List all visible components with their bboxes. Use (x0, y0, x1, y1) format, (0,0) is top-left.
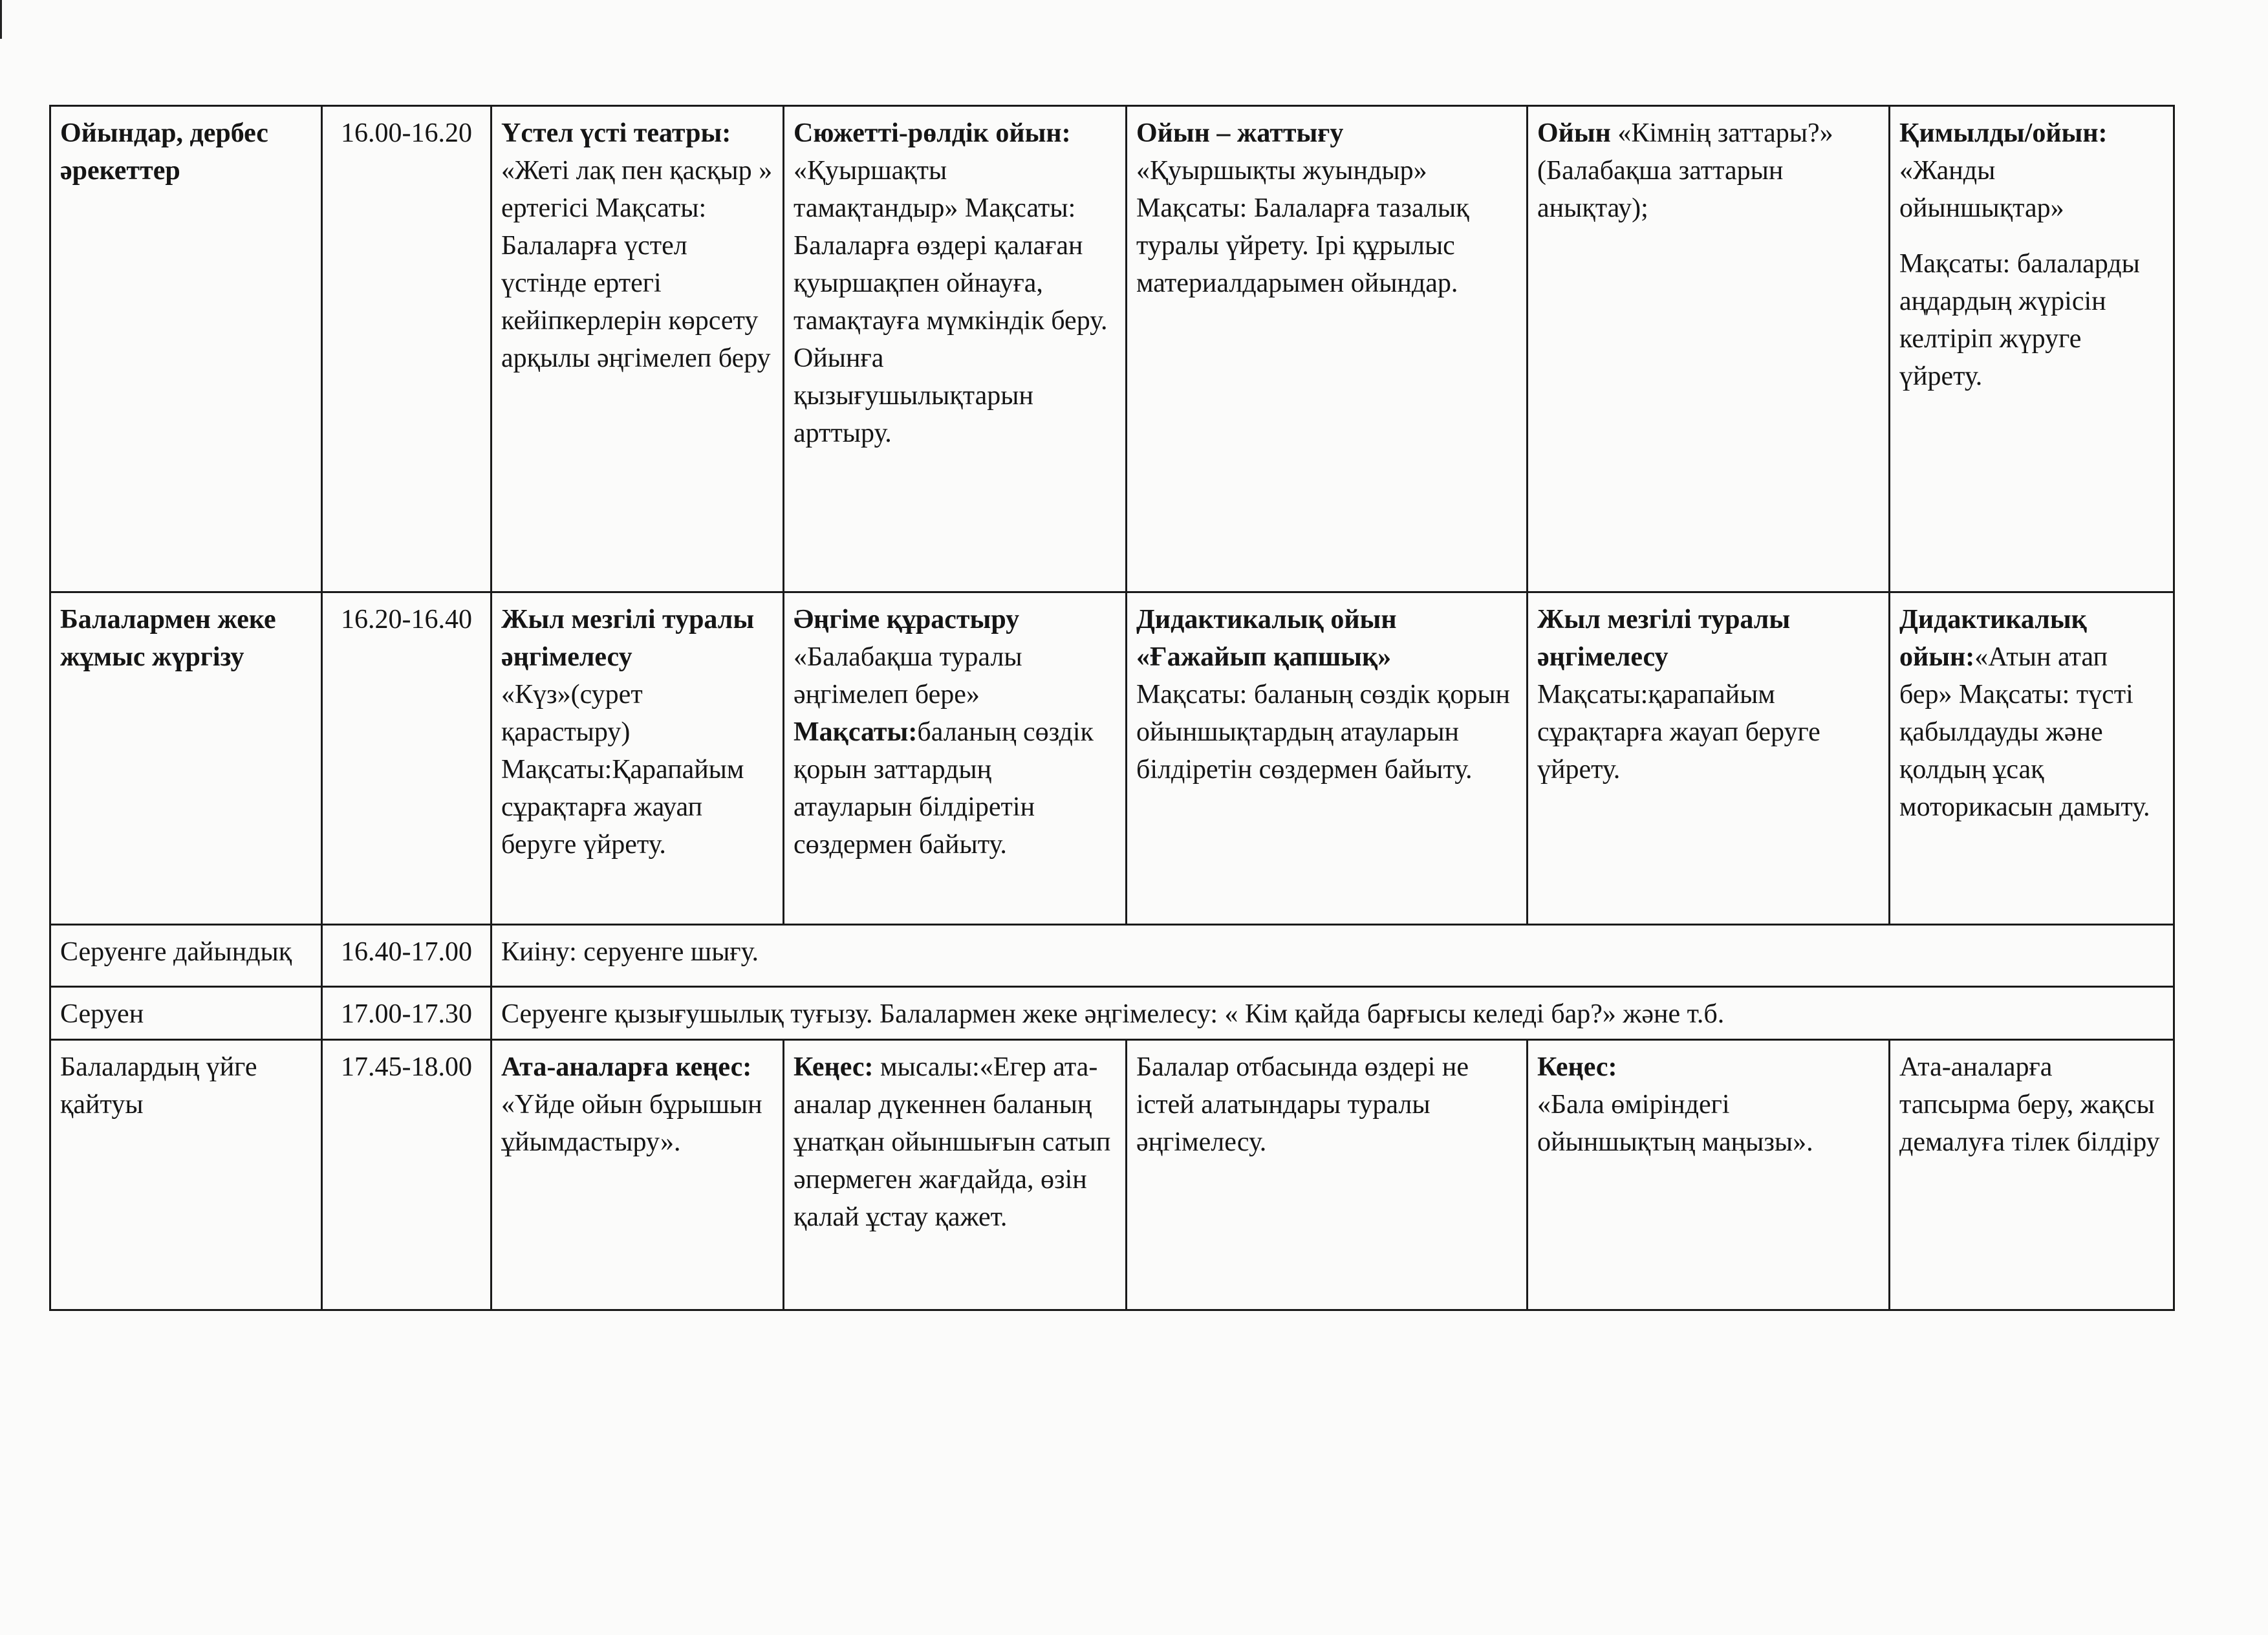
time-cell: 17.00-17.30 (322, 987, 491, 1040)
time-cell: 16.00-16.20 (322, 106, 491, 592)
activity-title: Ойын – жаттығу (1136, 118, 1344, 148)
activity-cell (1890, 106, 2174, 592)
activity-title: Жыл мезгілі туралы әңгімелесу (1537, 605, 1791, 672)
activity-title: Дидактикалық ойын: (1899, 605, 2087, 672)
activity-cell (1528, 592, 1890, 925)
table-row (50, 1040, 2174, 1310)
period-cell: Балалармен жеке жұмыс жүргізу (50, 592, 322, 925)
activity-text: Балалар отбасында өздері не істей алатындары туралы әңгімелесу. (1136, 1052, 1469, 1157)
activity-cell (1127, 1040, 1528, 1310)
activity-cell (1127, 106, 1528, 592)
daily-schedule-table (49, 105, 2175, 1311)
activity-text: Ата-аналарға тапсырма беру, жақсы демалуға тілек білдіру (1899, 1052, 2160, 1157)
merged-activity-cell: Серуенге қызығушылық туғызу. Балалармен жеке әңгімелесу: « Кім қайда барғысы келеді бар?» және т.б. (491, 987, 2174, 1040)
period-cell: Балалардың үйге қайтуы (50, 1040, 322, 1310)
activity-title: Кеңес: (1537, 1052, 1617, 1082)
activity-cell (1528, 1040, 1890, 1310)
table-row (50, 106, 2174, 592)
activity-text: «Балабақша туралы әңгімелеп бере» (794, 642, 1022, 709)
activity-cell (491, 592, 784, 925)
activity-cell (491, 1040, 784, 1310)
activity-text: «Күз»(сурет қарастыру) Мақсаты:Қарапайым сұрақтарға жауап беруге үйрету. (501, 680, 744, 860)
period-cell: Серуенге дайындық (50, 925, 322, 987)
table-row (50, 592, 2174, 925)
activity-title: Дидактикалық ойын «Ғажайып қапшық» (1136, 605, 1397, 672)
period-cell: Серуен (50, 987, 322, 1040)
activity-cell (784, 1040, 1127, 1310)
time-cell: 17.45-18.00 (322, 1040, 491, 1310)
activity-title: Жыл мезгілі туралы әңгімелесу (501, 605, 755, 672)
activity-cell (784, 592, 1127, 925)
activity-title: Қимылды/ойын: (1899, 118, 2108, 148)
activity-title: Үстел үсті театры: (501, 118, 731, 148)
page-edge-mark (0, 0, 2, 39)
activity-text: «Қуыршықты жуындыр» Мақсаты: Балаларға тазалық туралы үйрету. Ірі құрылыс материалдарымен ойындар. (1136, 156, 1469, 298)
activity-text: «Жанды ойыншықтар» (1899, 156, 2064, 223)
activity-text: «Кімнің заттары?» (Балабақша заттарын анықтау); (1537, 118, 1833, 223)
activity-text: «Атын атап бер» Мақсаты: түсті қабылдауды және қолдың ұсақ моторикасын дамыту. (1899, 642, 2150, 822)
time-cell: 16.40-17.00 (322, 925, 491, 987)
table-row (50, 925, 2174, 987)
activity-goal: Мақсаты: балаларды аңдардың жүрісін келтіріп жүруге үйрету. (1899, 249, 2140, 391)
activity-text: «Қуыршақты тамақтандыр» Мақсаты: Балаларға өздері қалаған қуыршақпен ойнауға, тамақтауға мүмкіндік беру. Ойынға қызығушылықтарын арттыру. (794, 156, 1108, 448)
activity-title: Кеңес: (794, 1052, 874, 1082)
activity-text: «Жеті лақ пен қасқыр » ертегісі Мақсаты: Балаларға үстел үстінде ертегі кейіпкерлерін көрсету арқылы әңгімелеп беру (501, 156, 773, 373)
activity-cell (1127, 592, 1528, 925)
activity-cell (1528, 106, 1890, 592)
activity-text: мысалы:«Егер ата-аналар дүкеннен баланың ұнатқан ойыншығын сатып әпермеген жағдайда, өзін қалай ұстау қажет. (794, 1052, 1111, 1232)
merged-activity-cell: Киіну: серуенге шығу. (491, 925, 2174, 987)
activity-cell (1890, 1040, 2174, 1310)
activity-cell (491, 106, 784, 592)
activity-title: Әңгіме құрастыру (794, 605, 1020, 634)
activity-title: Ата-аналарға кеңес: (501, 1052, 752, 1082)
activity-title: Ойын (1537, 118, 1611, 148)
activity-text: «Үйде ойын бұрышын ұйымдастыру». (501, 1090, 762, 1157)
activity-goal-label: Мақсаты: (794, 717, 918, 747)
activity-text: «Бала өміріндегі ойыншықтың маңызы». (1537, 1090, 1813, 1157)
activity-text: Мақсаты:қарапайым сұрақтарға жауап беруге үйрету. (1537, 680, 1820, 785)
table-row (50, 987, 2174, 1040)
activity-cell (1890, 592, 2174, 925)
activity-goal: баланың сөздік қорын заттардың атауларын білдіретін сөздермен байыту. (794, 717, 1094, 860)
activity-cell (784, 106, 1127, 592)
time-cell: 16.20-16.40 (322, 592, 491, 925)
period-cell: Ойындар, дербес әрекеттер (50, 106, 322, 592)
activity-title: Сюжетті-рөлдік ойын: (794, 118, 1071, 148)
activity-text: Мақсаты: баланың сөздік қорын ойыншықтардың атауларын білдіретін сөздермен байыту. (1136, 680, 1511, 785)
